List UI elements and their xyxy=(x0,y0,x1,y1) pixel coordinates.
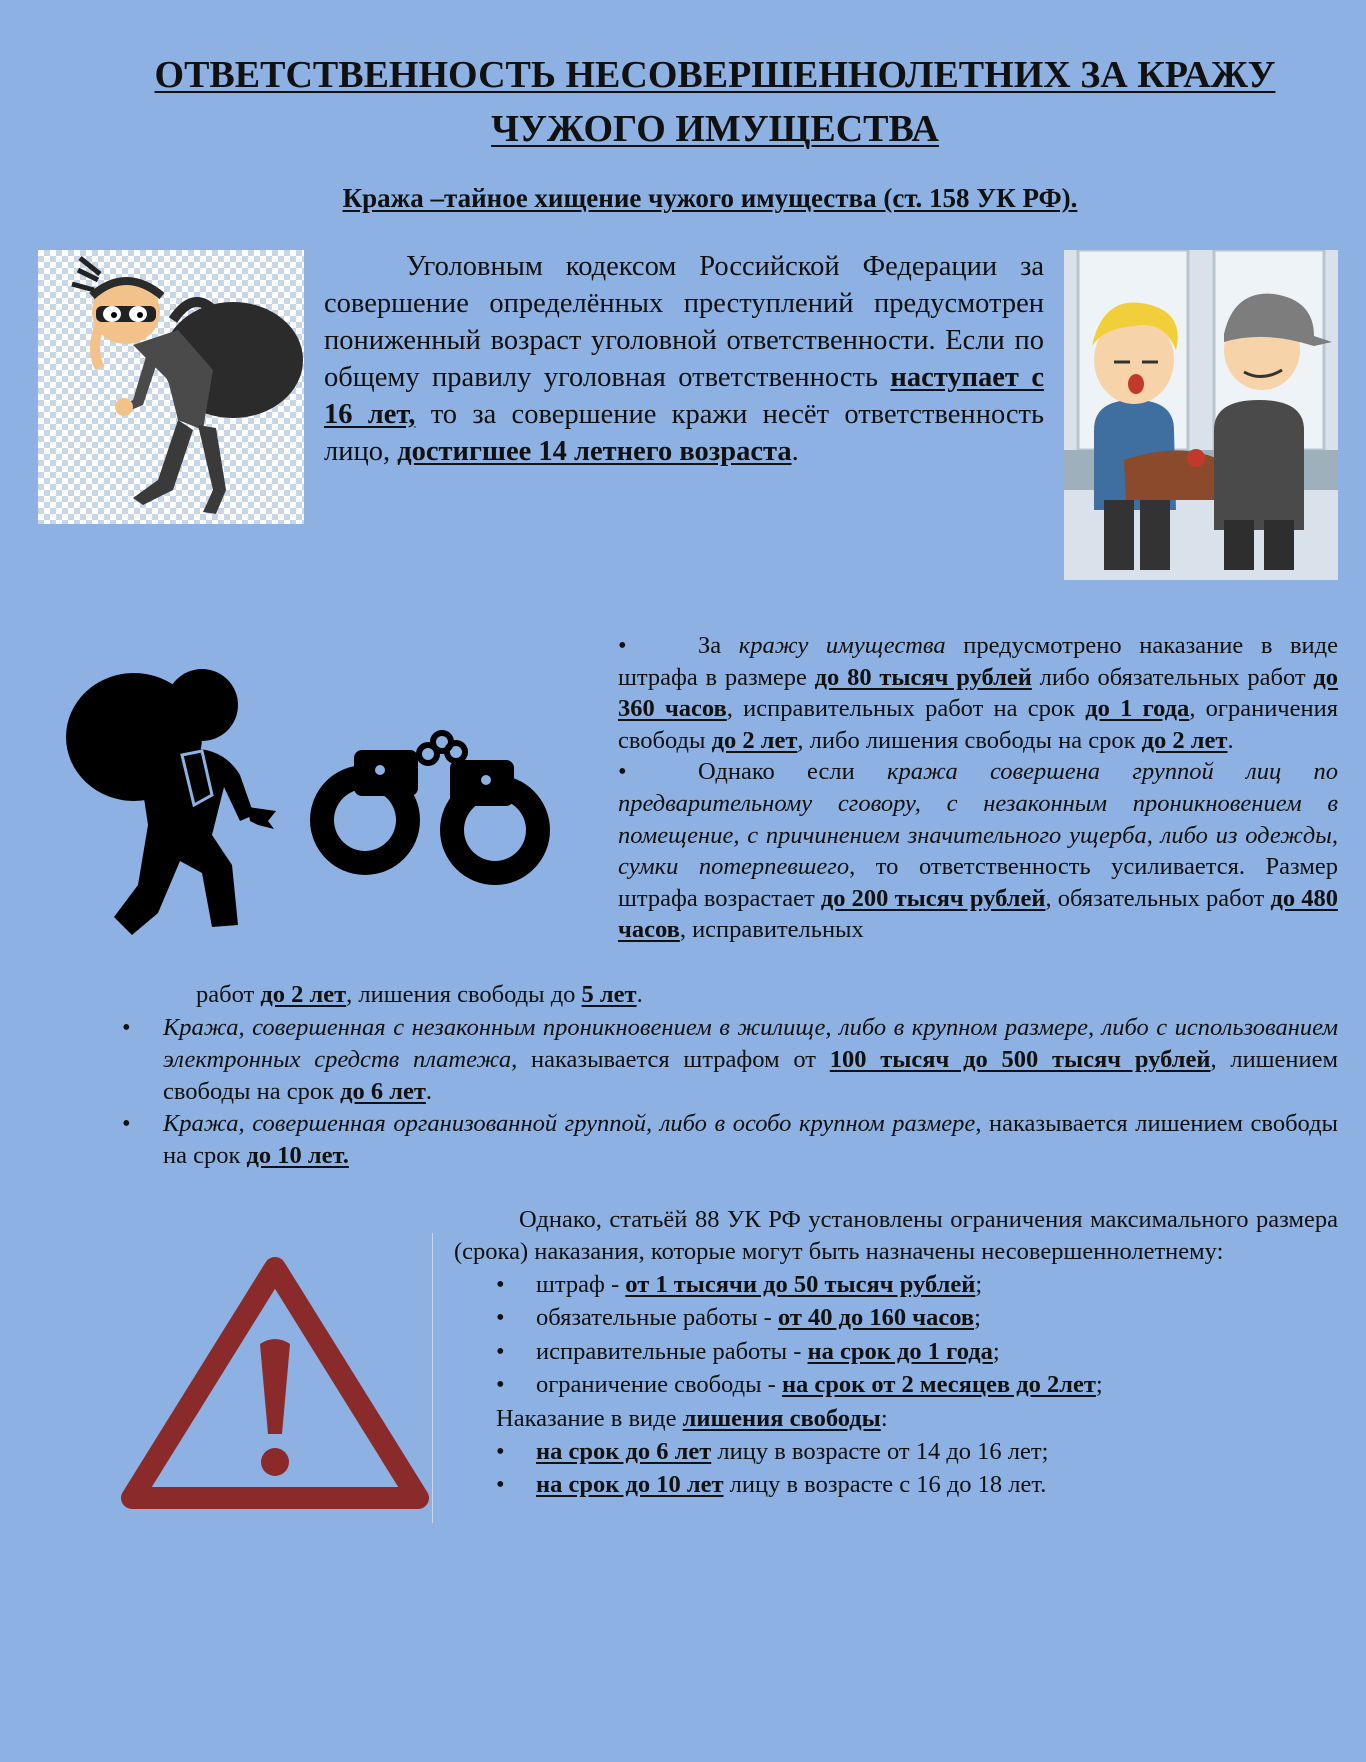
prison-rest: лицу в возрасте от 14 до 16 лет; xyxy=(717,1438,1049,1466)
list-item xyxy=(454,1435,1338,1468)
limit-end: ; xyxy=(1095,1371,1103,1399)
prison-value: на срок до 10 лет xyxy=(536,1471,724,1499)
bullet-marker: • xyxy=(496,1304,505,1332)
b3-text-3: . xyxy=(425,1078,433,1105)
b1-text-2: предусмотрено наказание в виде штрафа в размере xyxy=(618,632,1338,691)
page-title xyxy=(70,48,1360,156)
prison-lead-text: Наказание в виде xyxy=(496,1404,677,1432)
bullet-marker: • xyxy=(496,1371,505,1399)
list-item xyxy=(454,1335,1338,1368)
limit-value: на срок от 2 месяцев до 2лет xyxy=(781,1371,1096,1399)
limit-end: ; xyxy=(975,1271,983,1298)
limits-list xyxy=(454,1268,1338,1402)
limit-label: обязательные работы - xyxy=(536,1304,772,1332)
b2c-text-1: работ xyxy=(196,981,255,1008)
intro-paragraph xyxy=(324,248,1044,470)
b1-highlight-prison: до 2 лет xyxy=(1141,726,1228,754)
b3-highlight-fine: 100 тысяч до 500 тысяч рублей xyxy=(829,1046,1211,1073)
limit-value: на срок до 1 года xyxy=(807,1337,993,1365)
limit-value: от 1 тысячи до 50 тысяч рублей xyxy=(625,1271,976,1298)
b1-highlight-restriction: до 2 лет xyxy=(711,726,798,754)
b2c-highlight-work: до 2 лет xyxy=(260,981,347,1008)
list-item xyxy=(112,1012,1338,1108)
bullet-marker: • xyxy=(618,632,627,659)
title-line-2: ЧУЖОГО ИМУЩЕСТВА xyxy=(491,108,939,150)
list-item xyxy=(454,1268,1338,1301)
aggravated-theft-list xyxy=(112,1012,1338,1172)
b1-text-4: , исправительных работ на срок xyxy=(726,695,1076,723)
title-line-1: ОТВЕТСТВЕННОСТЬ НЕСОВЕРШЕННОЛЕТНИХ ЗА КРАЖУ xyxy=(154,54,1276,96)
limit-label: штраф - xyxy=(536,1271,620,1298)
juvenile-limits-block xyxy=(454,1204,1338,1502)
bullet-marker: • xyxy=(496,1337,505,1365)
b3-italic-1: Кража, совершенная с незаконным проникновением в жилище, либо в крупном размере, либо с использованием электронных средств платежа, xyxy=(163,1014,1338,1073)
bullet-marker: • xyxy=(618,758,627,786)
b1-text-6: , либо лишения свободы на срок xyxy=(797,726,1136,754)
list-item xyxy=(454,1301,1338,1334)
limits-lead: Однако, статьёй 88 УК РФ установлены ограничения максимального размера (срока) наказания, которые могут быть назначены несовершеннолетнему: xyxy=(454,1206,1338,1265)
b1-italic-1: кражу имущества xyxy=(738,632,946,659)
penalty-bullets-block xyxy=(618,630,1338,946)
intro-text-3: . xyxy=(791,436,799,467)
subtitle: Кража –тайное хищение чужого имущества (ст. 158 УК РФ). xyxy=(342,183,1078,213)
intro-text-2: то за совершение кражи несёт ответственность лицо, xyxy=(324,399,1045,467)
b2-italic-1: кража совершена группой лиц по предварительному сговору, с незаконным проникновением в помещение, с причинением значительного ущерба, либо из одежды, сумки потерпевшего xyxy=(618,758,1338,881)
prison-lead-end: : xyxy=(880,1404,888,1432)
divider-line xyxy=(432,1233,433,1523)
prison-lead xyxy=(454,1402,1338,1435)
b2-text-3: , обязательных работ xyxy=(1045,884,1265,912)
prison-rest: лицу в возрасте с 16 до 18 лет. xyxy=(729,1471,1047,1499)
pickpocket-cartoon-svg xyxy=(1064,250,1338,580)
b2c-text-2: , лишения свободы до xyxy=(346,981,576,1008)
penalty-bullet-2-continuation xyxy=(196,979,1338,1011)
intro-highlight-age-14: достигшее 14 летнего возраста xyxy=(397,436,792,467)
limit-label: ограничение свободы - xyxy=(536,1371,776,1399)
prison-lead-value: лишения свободы xyxy=(682,1404,881,1432)
prison-list xyxy=(454,1435,1338,1502)
b1-text-5: , ограничения свободы xyxy=(618,695,1338,754)
b1-text-1: За xyxy=(698,632,722,659)
thief-cartoon-svg xyxy=(38,250,304,524)
penalty-bullet-1 xyxy=(618,630,1338,756)
b1-text-7: . xyxy=(1227,726,1234,754)
b1-highlight-hours: до 360 часов xyxy=(618,663,1339,723)
b2-highlight-hours: до 480 часов xyxy=(618,884,1338,944)
limit-value: от 40 до 160 часов xyxy=(777,1304,975,1332)
b2-highlight-fine: до 200 тысяч рублей xyxy=(820,884,1046,912)
handcuffs-icon xyxy=(300,720,560,900)
limit-label: исправительные работы - xyxy=(536,1337,802,1365)
b2-text-4: , исправительных xyxy=(679,916,864,944)
b2c-text-3: . xyxy=(636,981,643,1008)
bullet-marker: • xyxy=(122,1014,131,1041)
b1-highlight-fine: до 80 тысяч рублей xyxy=(814,663,1032,691)
bullet-marker: • xyxy=(496,1271,505,1298)
b2-text-1: Однако если xyxy=(698,758,855,786)
penalty-bullet-2 xyxy=(618,756,1338,946)
warning-triangle-icon xyxy=(120,1254,430,1514)
b3-highlight-prison: до 6 лет xyxy=(340,1078,426,1105)
limit-end: ; xyxy=(974,1304,981,1332)
b2c-highlight-prison: 5 лет xyxy=(581,981,637,1008)
list-item xyxy=(112,1108,1338,1172)
pickpocket-cartoon-image xyxy=(1064,250,1338,580)
b4-italic-1: Кража, совершенная организованной группой, либо в особо крупном размере xyxy=(163,1110,976,1137)
b1-highlight-year: до 1 года xyxy=(1085,695,1190,723)
b1-text-3: либо обязательных работ xyxy=(1039,663,1306,691)
b4-text-1: , наказывается лишением свободы на срок xyxy=(163,1110,1339,1169)
prison-value: на срок до 6 лет xyxy=(536,1438,712,1466)
bullet-marker: • xyxy=(496,1438,505,1466)
b3-text-2: , лишением свободы на срок xyxy=(163,1046,1339,1105)
intro-highlight-age-16: наступает с 16 лет, xyxy=(324,362,1044,430)
limit-end: ; xyxy=(992,1337,1000,1365)
list-item xyxy=(454,1468,1338,1501)
b3-text-1: наказывается штрафом от xyxy=(531,1046,816,1073)
thief-cartoon-image xyxy=(38,250,304,524)
list-item xyxy=(454,1368,1338,1401)
b2-text-2: , то ответственность усиливается. Размер штрафа возрастает xyxy=(618,853,1339,912)
intro-text-1: Уголовным кодексом Российской Федерации за совершение определённых преступлений предусмотрен пониженный возраст уголовной ответственности. Если по общему правилу уголовная ответственность xyxy=(324,251,1044,393)
bullet-marker: • xyxy=(122,1110,131,1137)
thief-silhouette-icon xyxy=(62,665,282,955)
b4-highlight-prison: до 10 лет. xyxy=(246,1142,349,1169)
bullet-marker: • xyxy=(496,1471,505,1499)
